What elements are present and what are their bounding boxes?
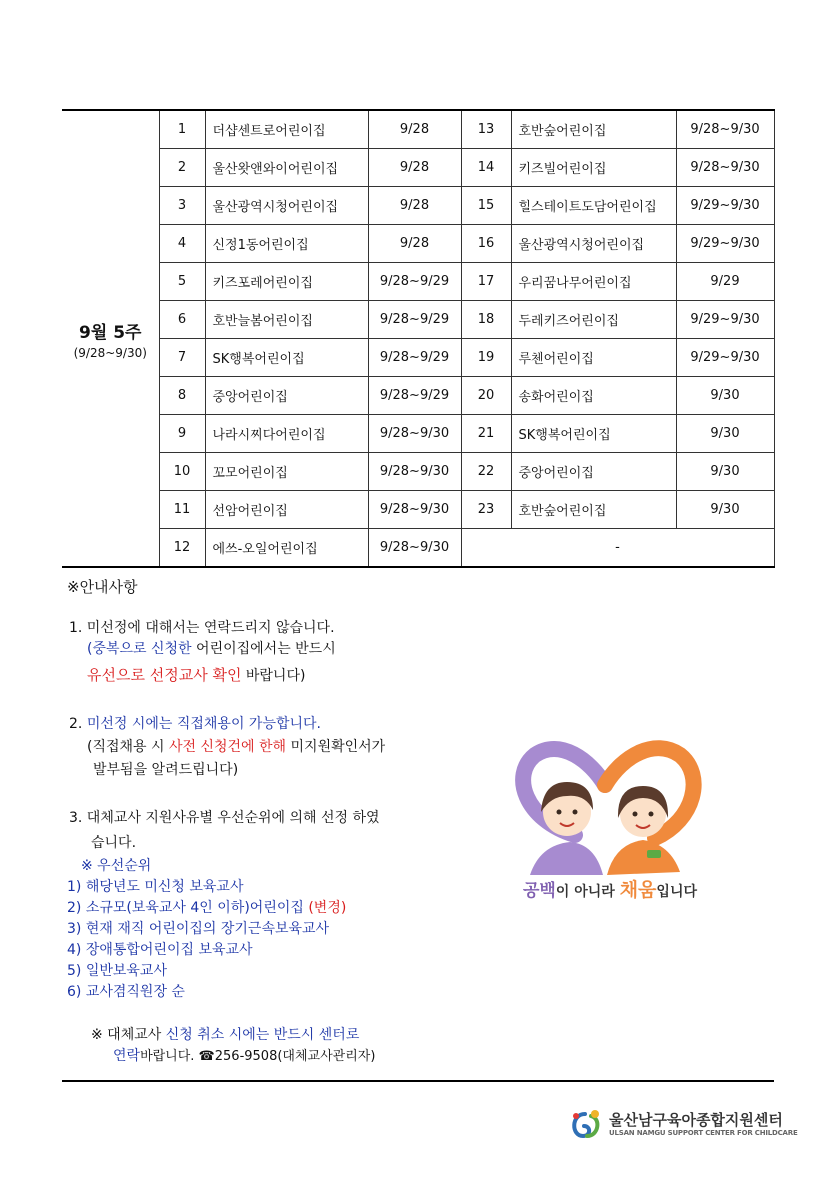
- support-date: 9/30: [676, 377, 774, 415]
- row-number: 16: [461, 225, 511, 263]
- support-date: 9/29~9/30: [676, 225, 774, 263]
- support-date: 9/28~9/30: [368, 453, 461, 491]
- table-row: [62, 377, 774, 415]
- support-date: 9/29~9/30: [676, 301, 774, 339]
- center-logo-english: ULSAN NAMGU SUPPORT CENTER FOR CHILDCARE: [609, 1129, 798, 1137]
- cancel-line-2: [113, 1046, 527, 1067]
- table-row: [62, 187, 774, 225]
- week-range: (9/28~9/30): [73, 345, 147, 360]
- daycare-name: 더샵센트로어린이집: [205, 110, 368, 149]
- notice-1-text: 어린이집에서는 반드시: [191, 641, 336, 657]
- daycare-name: 선암어린이집: [205, 491, 368, 529]
- priority-4: 4) 장애통합어린이집 보육교사: [67, 942, 253, 958]
- daycare-name: 키즈빌어린이집: [511, 149, 676, 187]
- daycare-name: 호반숲어린이집: [511, 491, 676, 529]
- caption-part-b: 이 아니라: [555, 884, 620, 900]
- row-number: 15: [461, 187, 511, 225]
- caption-part-c: 채움: [619, 879, 657, 901]
- caption-part-a: 공백: [522, 881, 556, 901]
- cancel-text-a: ※ 대체교사: [91, 1027, 166, 1043]
- row-number: 12: [159, 529, 205, 568]
- table-row: [62, 415, 774, 453]
- row-number: 10: [159, 453, 205, 491]
- notice-3-line-1: 3. 대체교사 지원사유별 우선순위에 의해 선정 하였: [69, 810, 380, 826]
- daycare-name: 키즈포레어린이집: [205, 263, 368, 301]
- center-logo-icon: [565, 1108, 605, 1142]
- row-number: 19: [461, 339, 511, 377]
- table-row: [62, 529, 774, 568]
- support-date: 9/28~9/30: [676, 149, 774, 187]
- priority-title: ※ 우선순위: [81, 858, 152, 874]
- notice-3-line-2: 습니다.: [91, 835, 137, 851]
- daycare-name: 울산광역시청어린이집: [205, 187, 368, 225]
- daycare-name: 호반숲어린이집: [511, 110, 676, 149]
- support-date: 9/28~9/29: [368, 301, 461, 339]
- table-row: [62, 453, 774, 491]
- daycare-name: 호반늘봄어린이집: [205, 301, 368, 339]
- priority-2: [67, 898, 527, 919]
- notice-2-number: 2.: [69, 716, 87, 732]
- daycare-name: 나라시찌다어린이집: [205, 415, 368, 453]
- empty-cell: -: [461, 529, 774, 568]
- cancel-contact: 연락: [113, 1048, 141, 1064]
- row-number: 23: [461, 491, 511, 529]
- table-row: [62, 149, 774, 187]
- row-number: 11: [159, 491, 205, 529]
- support-date: 9/28~9/30: [368, 415, 461, 453]
- support-date: 9/28~9/29: [368, 339, 461, 377]
- daycare-name: 신정1동어린이집: [205, 225, 368, 263]
- support-date: 9/28~9/29: [368, 377, 461, 415]
- row-number: 22: [461, 453, 511, 491]
- notice-heading: ※안내사항: [67, 578, 138, 596]
- support-date: 9/28~9/29: [368, 263, 461, 301]
- notice-1-line-2: [87, 639, 527, 660]
- row-number: 6: [159, 301, 205, 339]
- notice-2-line-3: 발부됨을 알려드립니다): [93, 762, 239, 778]
- cancel-highlight: 신청 취소 시에는 반드시 센터로: [165, 1027, 360, 1043]
- priority-2-text: 2) 소규모(보육교사 4인 이하)어린이집: [67, 900, 309, 916]
- row-number: 13: [461, 110, 511, 149]
- row-number: 17: [461, 263, 511, 301]
- support-date: 9/28~9/30: [368, 491, 461, 529]
- daycare-name: 꼬모어린이집: [205, 453, 368, 491]
- support-date: 9/28~9/30: [676, 110, 774, 149]
- row-number: 4: [159, 225, 205, 263]
- center-logo: [565, 1108, 798, 1142]
- daycare-name: 두레키즈어린이집: [511, 301, 676, 339]
- row-number: 1: [159, 110, 205, 149]
- daycare-name: 우리꿈나무어린이집: [511, 263, 676, 301]
- daycare-name: 중앙어린이집: [511, 453, 676, 491]
- row-number: 7: [159, 339, 205, 377]
- notice-1-line-3: [87, 665, 527, 687]
- daycare-name: 울산광역시청어린이집: [511, 225, 676, 263]
- row-number: 21: [461, 415, 511, 453]
- priority-5: 5) 일반보육교사: [67, 963, 167, 979]
- notice-1-highlight: (중복으로 신청한: [87, 641, 192, 657]
- support-date: 9/30: [676, 415, 774, 453]
- priority-2-changed: (변경): [308, 900, 347, 916]
- row-number: 18: [461, 301, 511, 339]
- center-logo-name: 울산남구육아종합지원센터: [609, 1111, 783, 1129]
- notice-2-text-a: (직접채용 시: [87, 739, 169, 755]
- support-date: 9/30: [676, 453, 774, 491]
- notice-2-highlight: 미선정 시에는 직접채용이 가능합니다.: [86, 716, 321, 732]
- notice-2-line-2: [87, 737, 527, 758]
- row-number: 9: [159, 415, 205, 453]
- row-number: 20: [461, 377, 511, 415]
- daycare-name: 에쓰-오일어린이집: [205, 529, 368, 568]
- daycare-name: 루첸어린이집: [511, 339, 676, 377]
- row-number: 3: [159, 187, 205, 225]
- illustration-caption: [505, 875, 715, 902]
- support-date: 9/29: [676, 263, 774, 301]
- daycare-name: 중앙어린이집: [205, 377, 368, 415]
- cancel-phone: 바랍니다. ☎256-9508(대체교사관리자): [140, 1049, 376, 1064]
- row-number: 14: [461, 149, 511, 187]
- priority-6: 6) 교사겸직원장 순: [67, 984, 185, 1000]
- support-date: 9/28~9/30: [368, 529, 461, 568]
- daycare-name: 힐스테이트도담어린이집: [511, 187, 676, 225]
- row-number: 2: [159, 149, 205, 187]
- table-row: [62, 225, 774, 263]
- daycare-name: 송화어린이집: [511, 377, 676, 415]
- notice-2-text-c: 미지원확인서가: [286, 739, 386, 755]
- notice-2-emphasis: 사전 신청건에 한해: [168, 739, 287, 755]
- daycare-name: SK행복어린이집: [205, 339, 368, 377]
- caption-part-d: 입니다: [656, 884, 697, 900]
- teachers-heart-illustration: [505, 740, 715, 910]
- support-date: 9/29~9/30: [676, 339, 774, 377]
- notice-1-tail: 바랍니다): [241, 668, 306, 684]
- schedule-table: [62, 109, 775, 568]
- week-cell: [62, 110, 159, 567]
- table-row: [62, 491, 774, 529]
- table-row: [62, 110, 774, 149]
- notice-2-line-1: [69, 714, 527, 735]
- table-row: [62, 301, 774, 339]
- priority-1: 1) 해당년도 미신청 보육교사: [67, 879, 244, 895]
- notice-1-emphasis: 유선으로 선정교사 확인: [87, 666, 242, 684]
- notice-1-line-1: 1. 미선정에 대해서는 연락드리지 않습니다.: [69, 620, 335, 636]
- week-title: 9월 5주: [79, 322, 142, 343]
- support-date: 9/28: [368, 225, 461, 263]
- notice-section: [67, 577, 527, 1067]
- daycare-name: 울산왓앤와이어린이집: [205, 149, 368, 187]
- bottom-divider: [62, 1080, 774, 1082]
- table-row: [62, 339, 774, 377]
- support-date: 9/28: [368, 187, 461, 225]
- table-row: [62, 263, 774, 301]
- support-date: 9/30: [676, 491, 774, 529]
- row-number: 5: [159, 263, 205, 301]
- support-date: 9/28: [368, 110, 461, 149]
- priority-3: 3) 현재 재직 어린이집의 장기근속보육교사: [67, 921, 330, 937]
- daycare-name: SK행복어린이집: [511, 415, 676, 453]
- row-number: 8: [159, 377, 205, 415]
- support-date: 9/28: [368, 149, 461, 187]
- cancel-line-1: [91, 1025, 527, 1046]
- support-date: 9/29~9/30: [676, 187, 774, 225]
